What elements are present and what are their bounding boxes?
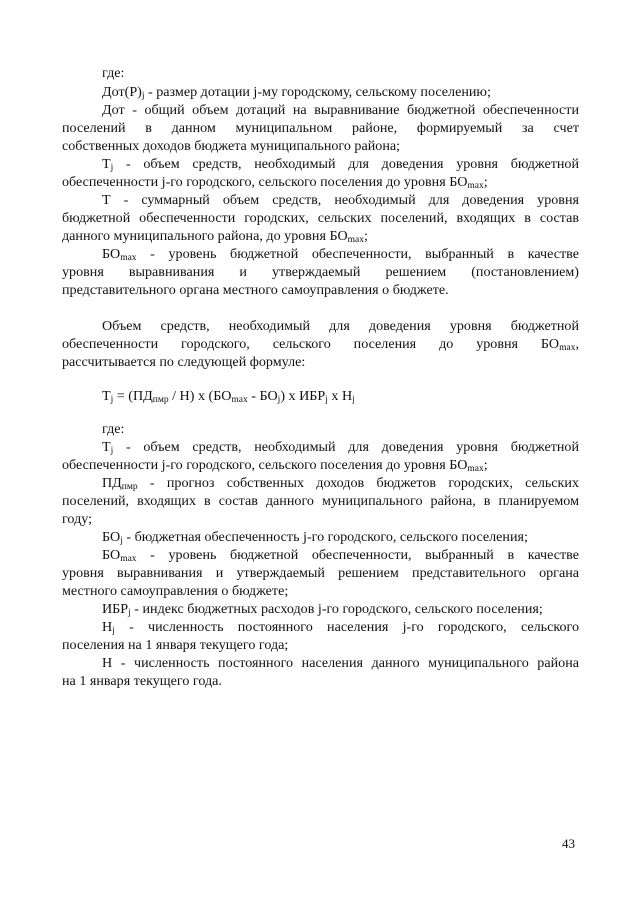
def2-pd-line2: поселений, входящих в состав данного муниципального района, в планируемом <box>62 493 579 509</box>
def2-h-line1: Н - численность постоянного населения данного муниципального района <box>102 655 579 671</box>
def-dot-line1: Дот - общий объем дотаций на выравнивание бюджетной обеспеченности <box>102 102 579 118</box>
page-number: 43 <box>562 836 575 851</box>
where-label: где: <box>102 65 125 81</box>
formula: $Т_j = (ПД_{пмр} / Н)$ х $(БО_{max} - БО_j)$ х $ИБР_j$ х $Н_j$ <box>102 388 355 405</box>
def2-hj-line2: поселения на 1 января текущего года; <box>62 637 289 653</box>
def-dotp: $Дот(Р)_j$ - размер дотации j-му городскому, сельскому поселению; <box>102 84 491 101</box>
def2-bomax-line2: уровня выравнивания и утверждаемый решением представительного органа <box>62 565 579 581</box>
def-t-line3: данного муниципального района, до уровня $БО_{max}$; <box>62 228 368 245</box>
para-line3: рассчитывается по следующей формуле: <box>62 354 306 370</box>
def-tj-line2: обеспеченности j-го городского, сельского поселения до уровня $БО_{max}$; <box>62 174 488 191</box>
def2-hj-line1: $Н_j$ - численность постоянного населения j-го городского, сельского <box>102 619 579 636</box>
def-bomax-line2: уровня выравнивания и утверждаемый решением (постановлением) <box>62 264 579 280</box>
def-t-line1: Т - суммарный объем средств, необходимый для доведения уровня <box>102 192 579 208</box>
def2-bomax-line1: $БО_{max}$ - уровень бюджетной обеспеченности, выбранный в качестве <box>102 547 579 564</box>
para-line2: обеспеченности городского, сельского поселения до уровня $БО_{max}$, <box>62 336 579 353</box>
def-tj-line1: $Т_j$ - объем средств, необходимый для доведения уровня бюджетной <box>102 156 579 173</box>
def2-tj-line1: $Т_j$ - объем средств, необходимый для доведения уровня бюджетной <box>102 439 579 456</box>
def-dot-line3: собственных доходов бюджета муниципального района; <box>62 138 401 154</box>
def-t-line2: бюджетной обеспеченности городских, сельских поселений, входящих в состав <box>62 210 579 226</box>
def2-tj-line2: обеспеченности j-го городского, сельского поселения до уровня $БО_{max}$; <box>62 457 488 474</box>
def2-pd-line1: $ПД_{пмр}$ - прогноз собственных доходов бюджетов городских, сельских <box>102 475 579 492</box>
def-bomax-line3: представительного органа местного самоуправления о бюджете. <box>62 282 449 298</box>
para-line1: Объем средств, необходимый для доведения уровня бюджетной <box>102 318 579 334</box>
def-bomax-line1: $БО_{max}$ - уровень бюджетной обеспеченности, выбранный в качестве <box>102 246 579 263</box>
def-dot-line2: поселений в данном муниципальном районе, формируемый за счет <box>62 120 579 136</box>
def2-boj: $БО_j$ - бюджетная обеспеченность j-го городского, сельского поселения; <box>102 529 528 546</box>
def2-bomax-line3: местного самоуправления о бюджете; <box>62 583 289 599</box>
def2-h-line2: на 1 января текущего года. <box>62 673 222 689</box>
def2-ibr: $ИБР_j$ - индекс бюджетных расходов j-го городского, сельского поселения; <box>102 601 543 618</box>
def2-pd-line3: году; <box>62 511 93 527</box>
where-label-2: где: <box>102 421 125 437</box>
